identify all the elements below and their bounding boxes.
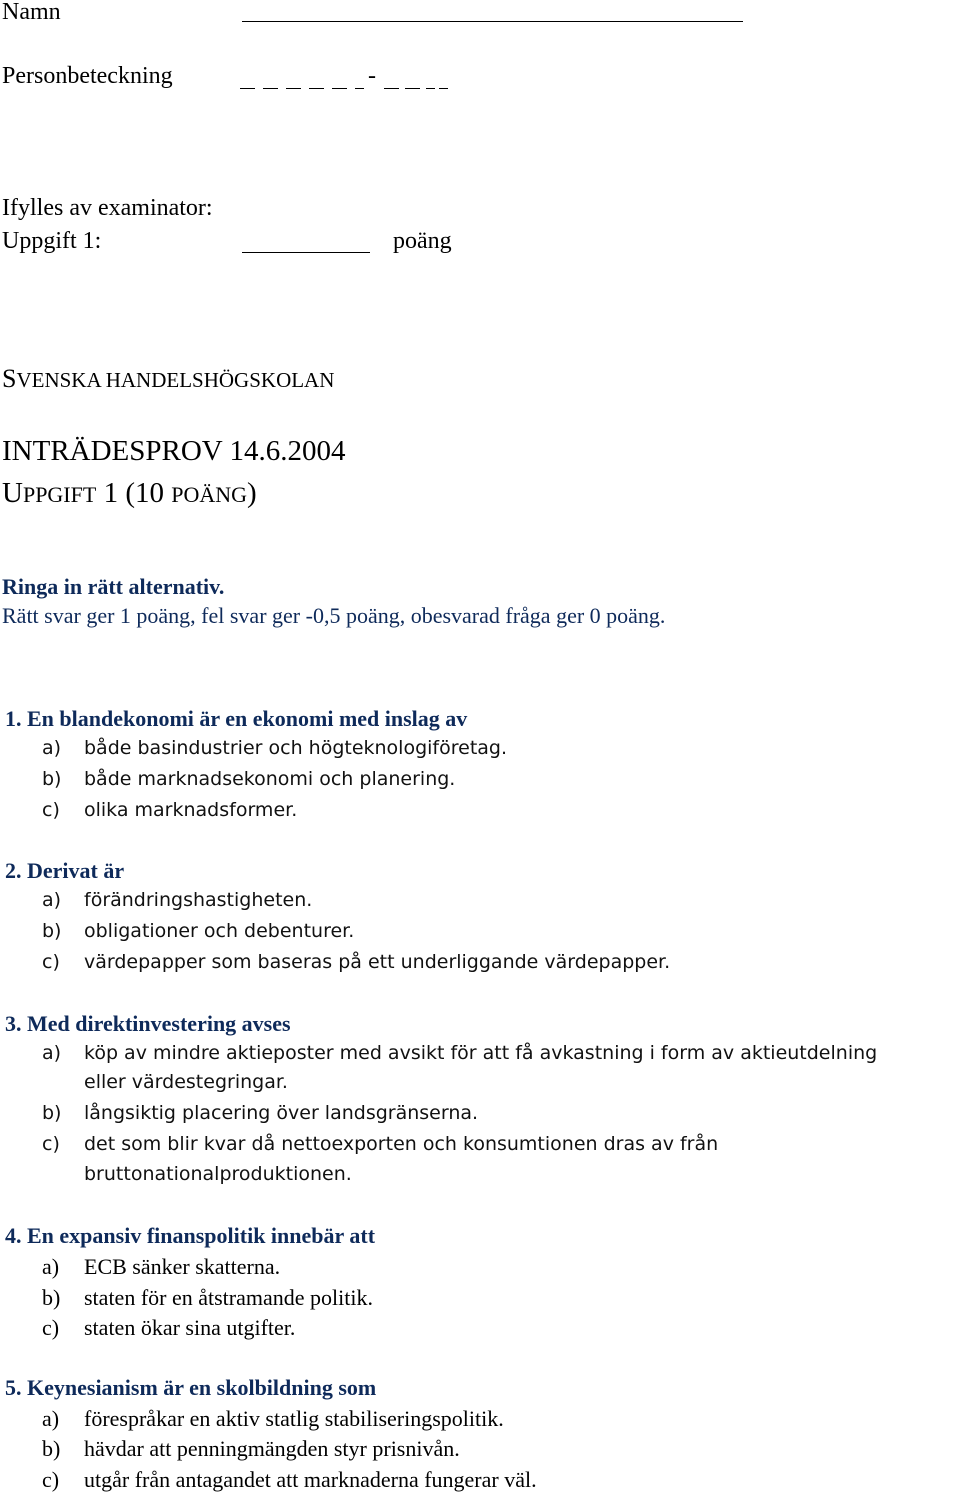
personal-id-digit-8[interactable] xyxy=(405,88,420,89)
personal-id-label: Personbeteckning xyxy=(2,63,173,89)
instructions-heading: Ringa in rätt alternativ. xyxy=(2,574,225,599)
points-label: poäng xyxy=(393,228,452,254)
question-3-title: 3. Med direktinvestering avses xyxy=(5,1011,291,1036)
personal-id-digit-7[interactable] xyxy=(384,88,399,89)
name-field-line[interactable] xyxy=(242,21,743,22)
personal-id-digit-9[interactable] xyxy=(426,88,435,89)
question-5-title: 5. Keynesianism är en skolbildning som xyxy=(5,1375,377,1400)
exam-title: INTRÄDESPROV 14.6.2004 xyxy=(2,435,346,467)
institution-name: SVENSKA HANDELSHÖGSKOLAN xyxy=(2,364,335,393)
examiner-label: Ifylles av examinator: xyxy=(2,195,213,221)
scoring-rules: Rätt svar ger 1 poäng, fel svar ger -0,5 poäng, obesvarad fråga ger 0 poäng. xyxy=(2,603,666,628)
task-score-label: Uppgift 1: xyxy=(2,228,102,254)
question-2-title: 2. Derivat är xyxy=(5,858,125,883)
personal-id-digit-2[interactable] xyxy=(263,88,278,89)
name-label: Namn xyxy=(2,0,61,25)
question-4-title: 4. En expansiv finanspolitik innebär att xyxy=(5,1223,376,1248)
personal-id-separator: - xyxy=(368,63,376,89)
question-1-title: 1. En blandekonomi är en ekonomi med inslag av xyxy=(5,706,468,731)
task-score-field-line[interactable] xyxy=(242,252,370,253)
task-heading: UPPGIFT 1 (10 POÄNG) xyxy=(2,477,257,509)
personal-id-digit-6[interactable] xyxy=(355,88,364,89)
personal-id-digit-5[interactable] xyxy=(332,88,347,89)
question-3-option-c-continued[interactable]: bruttonationalproduktionen. xyxy=(84,1163,352,1185)
question-3-option-a-continued[interactable]: eller värdestegringar. xyxy=(84,1071,288,1093)
personal-id-digit-1[interactable] xyxy=(240,88,255,89)
personal-id-digit-10[interactable] xyxy=(439,88,448,89)
personal-id-digit-3[interactable] xyxy=(286,88,301,89)
personal-id-digit-4[interactable] xyxy=(309,88,324,89)
